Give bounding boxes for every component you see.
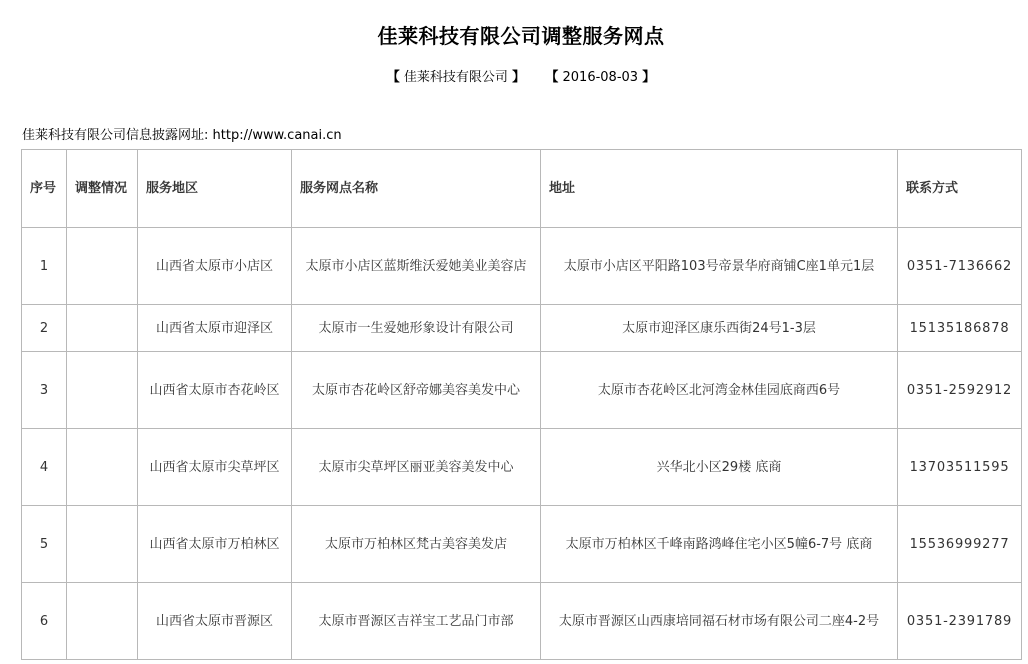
meta-line [0,66,1028,85]
cell-status [67,228,138,305]
cell-name: 太原市晋源区吉祥宝工艺品门市部 [292,583,541,660]
cell-region: 山西省太原市小店区 [138,228,292,305]
table-row [22,429,1022,506]
cell-address: 太原市迎泽区康乐西街24号1-3层 [541,305,898,352]
table-row [22,583,1022,660]
cell-no: 6 [22,583,67,660]
header-address: 地址 [541,150,898,228]
cell-address: 太原市晋源区山西康培同福石材市场有限公司二座4-2号 [541,583,898,660]
right-bracket: 】 [642,70,656,85]
header-name: 服务网点名称 [292,150,541,228]
table-row [22,305,1022,352]
right-bracket: 】 [512,70,526,85]
cell-no: 4 [22,429,67,506]
cell-address: 太原市小店区平阳路103号帝景华府商铺C座1单元1层 [541,228,898,305]
page-title: 佳莱科技有限公司调整服务网点 [377,24,665,48]
cell-name: 太原市一生爱她形象设计有限公司 [292,305,541,352]
cell-region: 山西省太原市尖草坪区 [138,429,292,506]
header-contact: 联系方式 [898,150,1022,228]
cell-address: 太原市万柏林区千峰南路鸿峰住宅小区5幢6-7号 底商 [541,506,898,583]
cell-region: 山西省太原市迎泽区 [138,305,292,352]
cell-phone: 15135186878 [898,305,1022,352]
cell-status [67,583,138,660]
cell-phone: 15536999277 [898,506,1022,583]
cell-no: 5 [22,506,67,583]
cell-phone: 0351-2391789 [898,583,1022,660]
cell-address: 兴华北小区29楼 底商 [541,429,898,506]
cell-name: 太原市杏花岭区舒帝娜美容美发中心 [292,352,541,429]
cell-region: 山西省太原市杏花岭区 [138,352,292,429]
table-row [22,506,1022,583]
cell-name: 太原市万柏林区梵古美容美发店 [292,506,541,583]
table-row [22,228,1022,305]
meta-company: 佳莱科技有限公司 [403,70,508,85]
cell-region: 山西省太原市晋源区 [138,583,292,660]
header-no: 序号 [22,150,67,228]
cell-phone: 0351-7136662 [898,228,1022,305]
cell-no: 2 [22,305,67,352]
header-region: 服务地区 [138,150,292,228]
cell-no: 3 [22,352,67,429]
cell-name: 太原市小店区蓝斯维沃爱她美业美容店 [292,228,541,305]
cell-region: 山西省太原市万柏林区 [138,506,292,583]
cell-status [67,429,138,506]
meta-date: 2016-08-03 [562,70,639,85]
header-status: 调整情况 [67,150,138,228]
cell-status [67,352,138,429]
cell-phone: 13703511595 [898,429,1022,506]
service-outlets-table [21,149,1022,660]
table-row [22,352,1022,429]
cell-address: 太原市杏花岭区北河湾金林佳园底商西6号 [541,352,898,429]
cell-phone: 0351-2592912 [898,352,1022,429]
left-bracket: 【 [545,70,559,85]
cell-no: 1 [22,228,67,305]
cell-status [67,506,138,583]
cell-status [67,305,138,352]
disclosure-url-text: 佳莱科技有限公司信息披露网址: http://www.canai.cn [22,128,342,143]
left-bracket: 【 [386,70,400,85]
cell-name: 太原市尖草坪区丽亚美容美发中心 [292,429,541,506]
table-header-row [22,150,1022,228]
